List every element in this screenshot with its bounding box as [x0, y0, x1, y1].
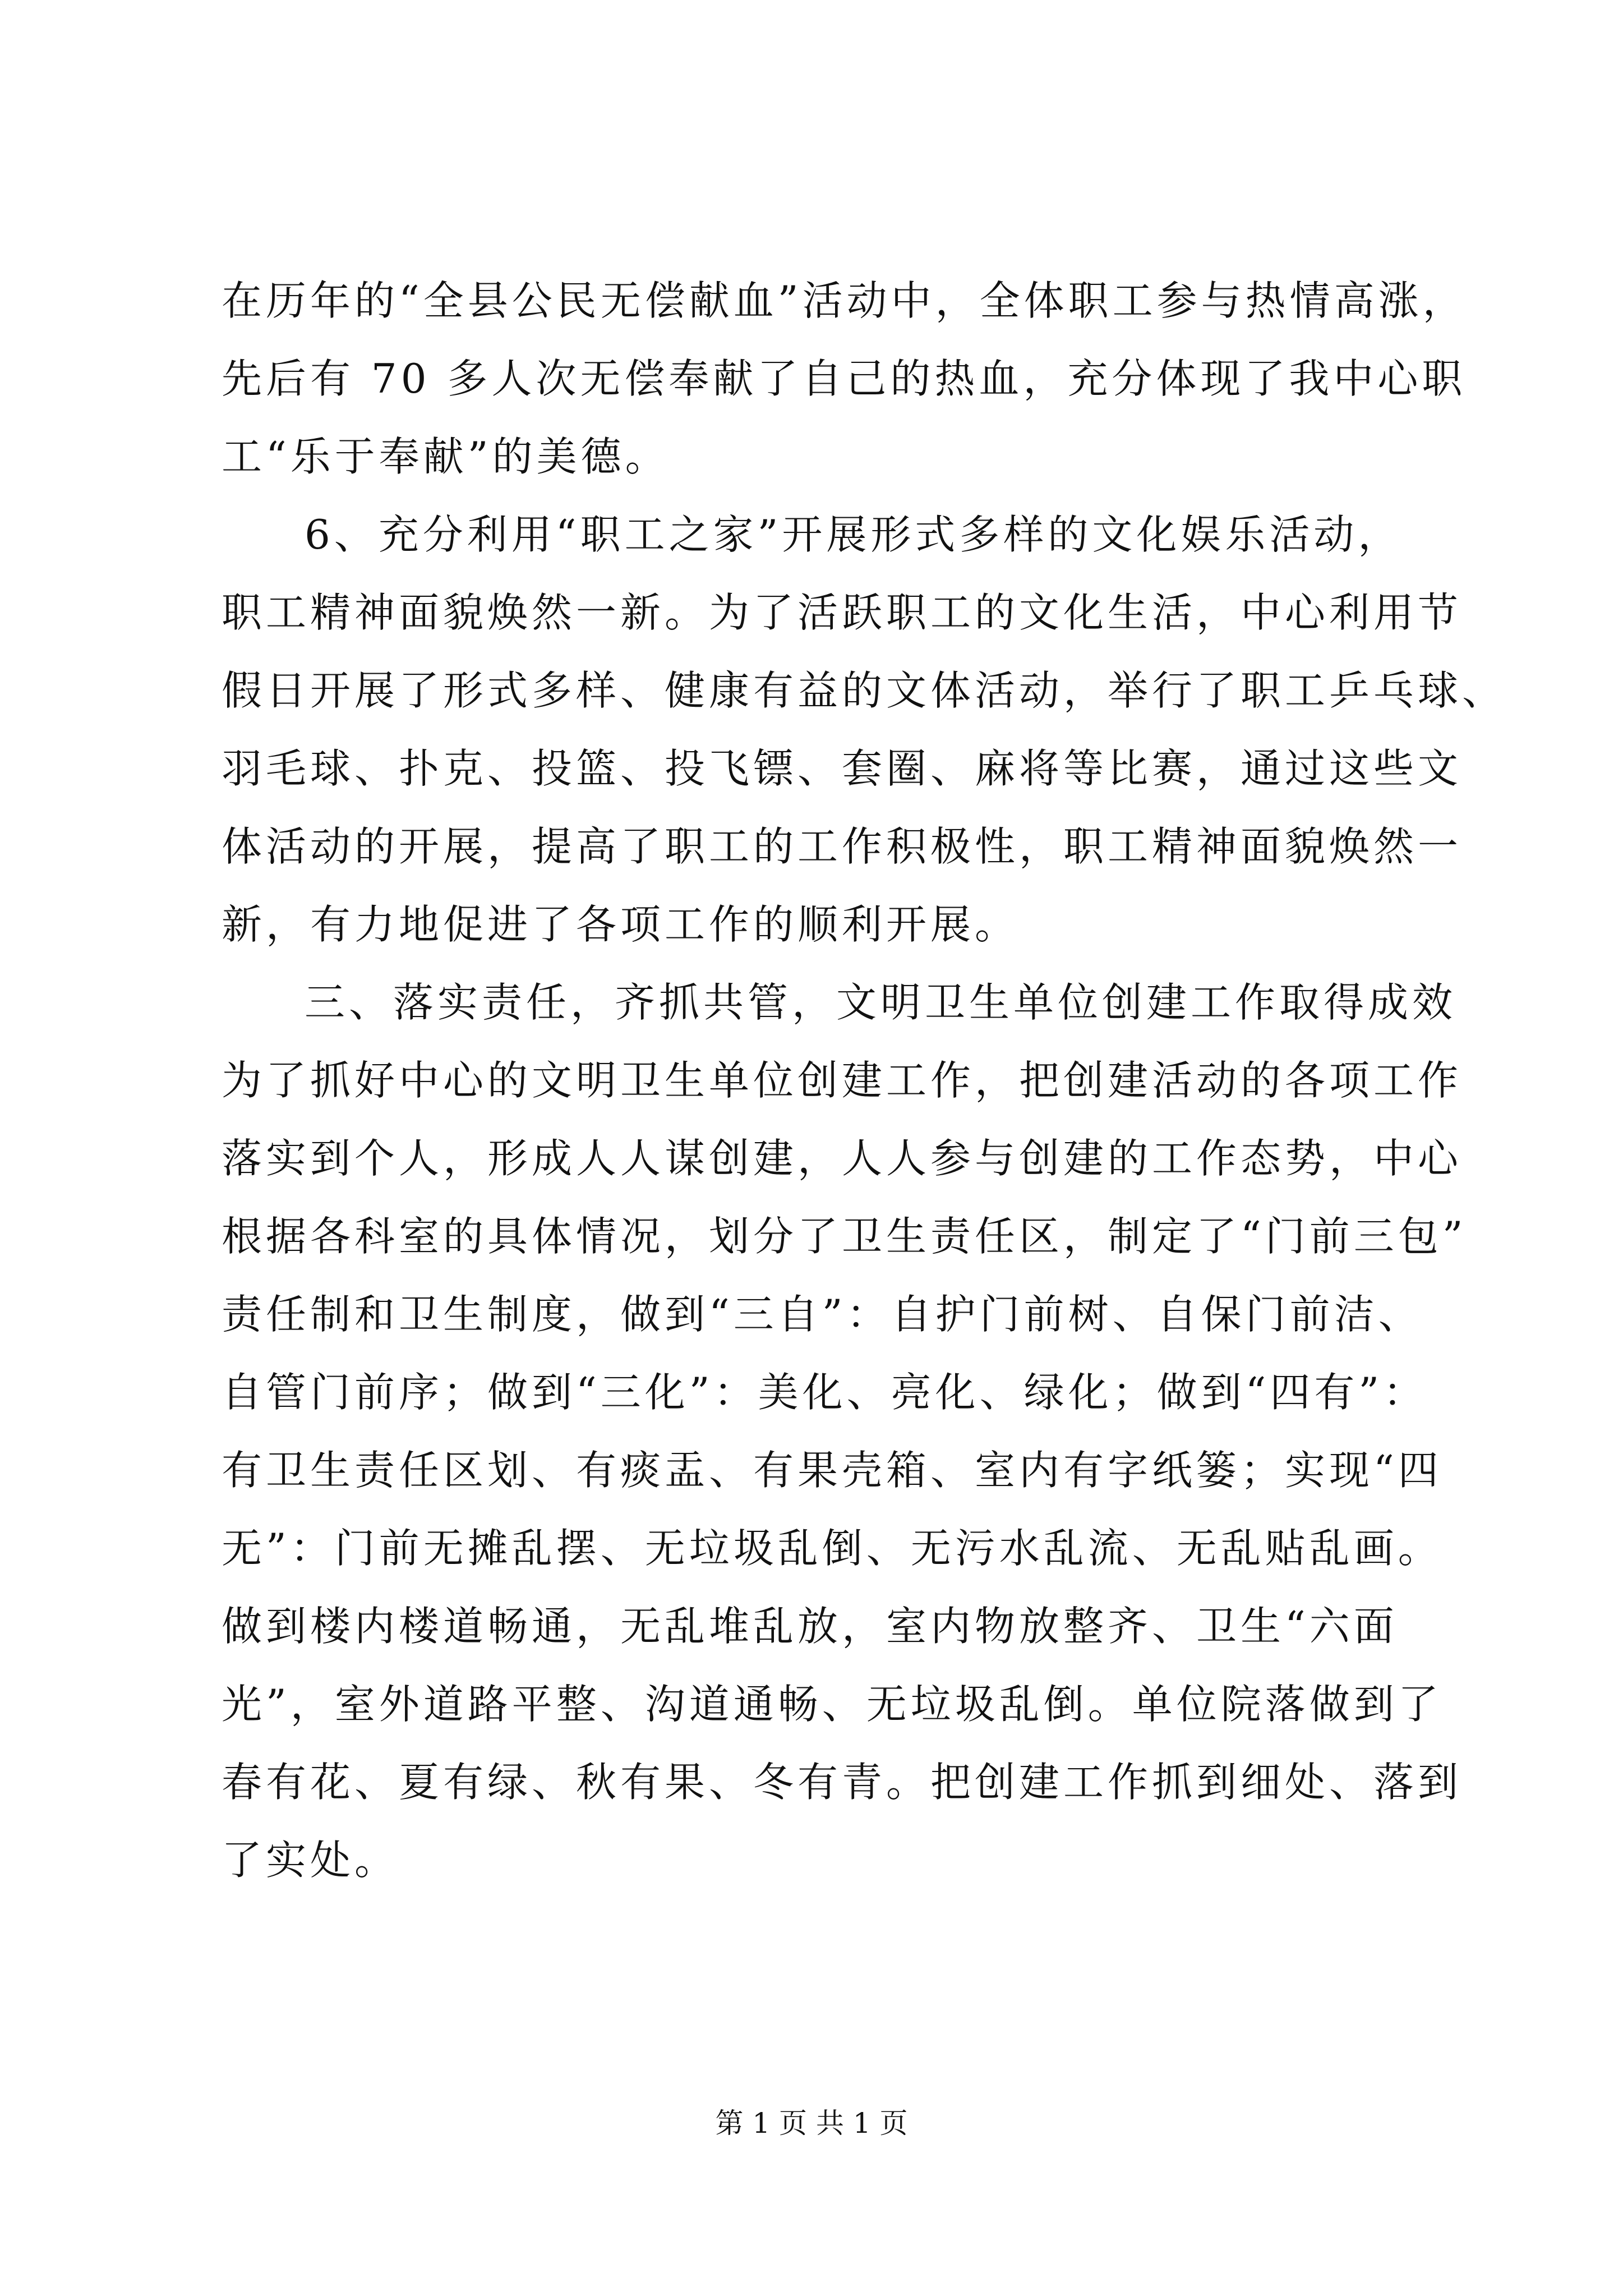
- text-line: 做到楼内楼道畅通，无乱堆乱放，室内物放整齐、卫生“六面: [222, 1603, 1398, 1650]
- text-line: 新，有力地促进了各项工作的顺利开展。: [222, 901, 1020, 948]
- text-line: 光”，室外道路平整、沟道通畅、无垃圾乱倒。单位院落做到了: [222, 1681, 1442, 1728]
- text-line: 为了抓好中心的文明卫生单位创建工作，把创建活动的各项工作: [222, 1057, 1463, 1104]
- document-body: [222, 262, 1507, 1899]
- paragraph-start-line: 6、充分利用“职工之家”开展形式多样的文化娱乐活动，: [305, 511, 1403, 558]
- text-line: 工“乐于奉献”的美德。: [222, 433, 670, 480]
- text-line: 体活动的开展，提高了职工的工作积极性，职工精神面貌焕然一: [222, 823, 1463, 870]
- text-line: 春有花、夏有绿、秋有果、冬有青。把创建工作抓到细处、落到: [222, 1759, 1463, 1806]
- text-line: 责任制和卫生制度，做到“三自”：自护门前树、自保门前洁、: [222, 1291, 1423, 1338]
- text-line: 落实到个人，形成人人谋创建，人人参与创建的工作态势，中心: [222, 1135, 1463, 1182]
- text-line: 羽毛球、扑克、投篮、投飞镖、套圈、麻将等比赛，通过这些文: [222, 745, 1463, 792]
- text-line: 有卫生责任区划、有痰盂、有果壳箱、室内有字纸篓；实现“四: [222, 1447, 1442, 1494]
- text-line: 先后有 70 多人次无偿奉献了自己的热血，充分体现了我中心职: [222, 355, 1467, 402]
- text-line: 假日开展了形式多样、健康有益的文体活动，举行了职工乒乓球、: [222, 667, 1507, 714]
- page-number-footer: 第 1 页 共 1 页: [715, 2107, 908, 2139]
- text-line: 自管门前序；做到“三化”：美化、亮化、绿化；做到“四有”：: [222, 1369, 1428, 1416]
- text-line: 在历年的“全县公民无偿献血”活动中，全体职工参与热情高涨，: [222, 277, 1467, 324]
- section-heading: 三、落实责任，齐抓共管，文明卫生单位创建工作取得成效: [305, 979, 1457, 1026]
- text-line: 无”：门前无摊乱摆、无垃圾乱倒、无污水乱流、无乱贴乱画。: [222, 1525, 1442, 1572]
- text-line: 根据各科室的具体情况，划分了卫生责任区，制定了“门前三包”: [222, 1213, 1467, 1260]
- text-line: 职工精神面貌焕然一新。为了活跃职工的文化生活，中心利用节: [222, 589, 1463, 636]
- text-line: 了实处。: [222, 1837, 399, 1884]
